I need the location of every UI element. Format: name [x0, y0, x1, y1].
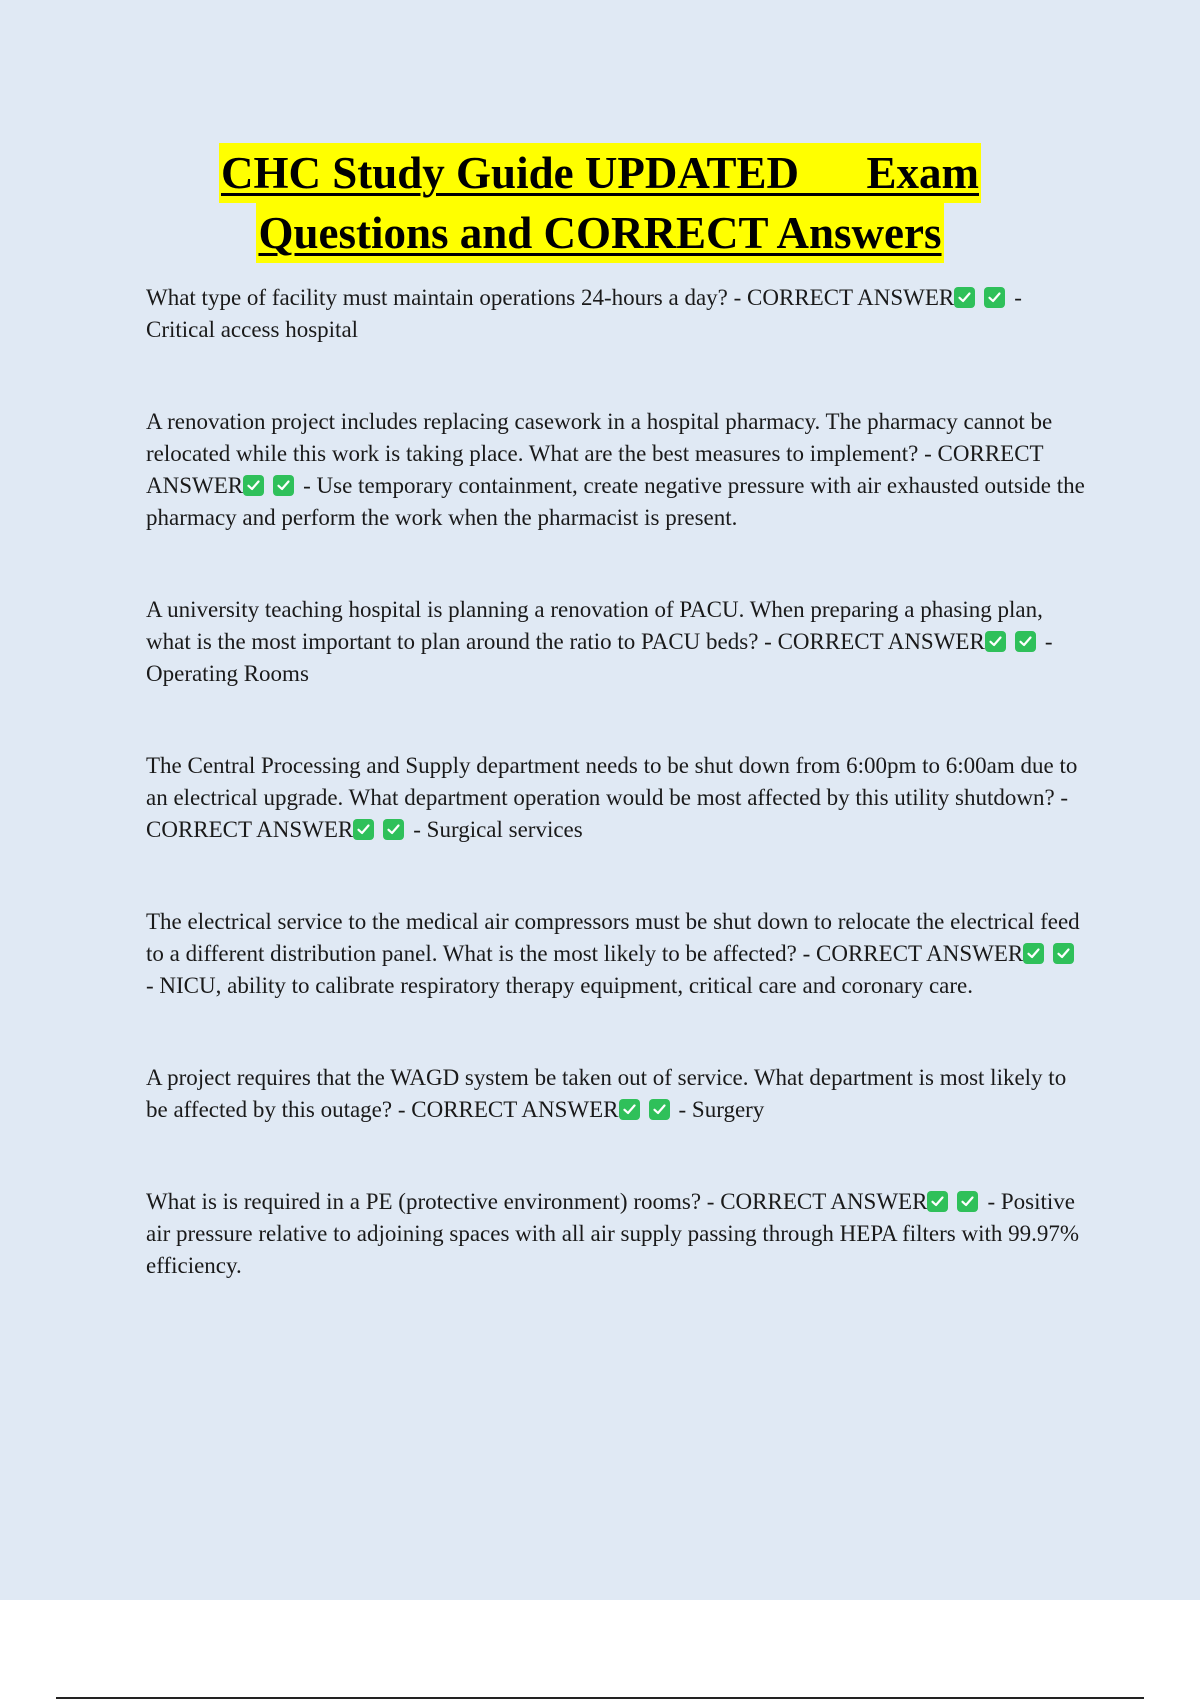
question-text: What type of facility must maintain operations 24-hours a day? - CORRECT ANSWER — [146, 285, 955, 310]
answer-text: - Surgical services — [413, 817, 583, 842]
question-text: The Central Processing and Supply department needs to be shut down from 6:00pm to 6:00am due to an electrical upgrade. What department operation would be most affected by this utility shutdown? - CORRECT ANSWER — [146, 753, 1078, 842]
check-mark-icon — [954, 287, 975, 308]
document-title — [0, 143, 1200, 263]
check-mark-icon — [243, 475, 264, 496]
answer-text: - Critical access hospital — [146, 285, 1022, 342]
title-line-1: CHC Study Guide UPDATED Exam — [219, 143, 981, 203]
question-text: A project requires that the WAGD system be taken out of service. What department is most likely to be affected by this outage? - CORRECT ANSWER — [146, 1065, 1067, 1122]
qa-item — [146, 906, 1086, 1002]
qa-item — [146, 1186, 1086, 1282]
answer-text: - NICU, ability to calibrate respiratory therapy equipment, critical care and coronary care. — [146, 973, 973, 998]
check-mark-icon — [1023, 943, 1044, 964]
footer-divider — [56, 1697, 1144, 1699]
check-mark-icon — [957, 1191, 978, 1212]
check-mark-icon — [383, 819, 404, 840]
check-mark-icon — [619, 1099, 640, 1120]
qa-list — [146, 282, 1086, 1282]
question-text: A university teaching hospital is planning a renovation of PACU. When preparing a phasing plan, what is the most important to plan around the ratio to PACU beds? - CORRECT ANSWER — [146, 597, 1043, 654]
answer-text: - Operating Rooms — [146, 629, 1053, 686]
check-mark-icon — [984, 287, 1005, 308]
qa-item — [146, 282, 1086, 346]
answer-text: - Positive air pressure relative to adjoining spaces with all air supply passing through HEPA filters with 99.97% efficiency. — [146, 1189, 1080, 1278]
answer-text: - Use temporary containment, create negative pressure with air exhausted outside the pharmacy and perform the work when the pharmacist is present. — [146, 473, 1085, 530]
check-mark-icon — [353, 819, 374, 840]
answer-text: - Surgery — [678, 1097, 765, 1122]
check-mark-icon — [1015, 631, 1036, 652]
question-text: A renovation project includes replacing casework in a hospital pharmacy. The pharmacy cannot be relocated while this work is taking place. What are the best measures to implement? - CORRECT ANSWER — [146, 409, 1053, 498]
check-mark-icon — [649, 1099, 670, 1120]
qa-item — [146, 750, 1086, 846]
check-mark-icon — [985, 631, 1006, 652]
question-text: The electrical service to the medical air compressors must be shut down to relocate the electrical feed to a different distribution panel. What is the most likely to be affected? - CORRECT ANSWER — [146, 909, 1080, 966]
qa-item — [146, 1062, 1086, 1126]
title-line-2: Questions and CORRECT Answers — [256, 203, 943, 263]
check-mark-icon — [273, 475, 294, 496]
question-text: What is is required in a PE (protective environment) rooms? - CORRECT ANSWER — [146, 1189, 928, 1214]
qa-item — [146, 594, 1086, 690]
check-mark-icon — [1053, 943, 1074, 964]
check-mark-icon — [927, 1191, 948, 1212]
qa-item — [146, 406, 1086, 534]
